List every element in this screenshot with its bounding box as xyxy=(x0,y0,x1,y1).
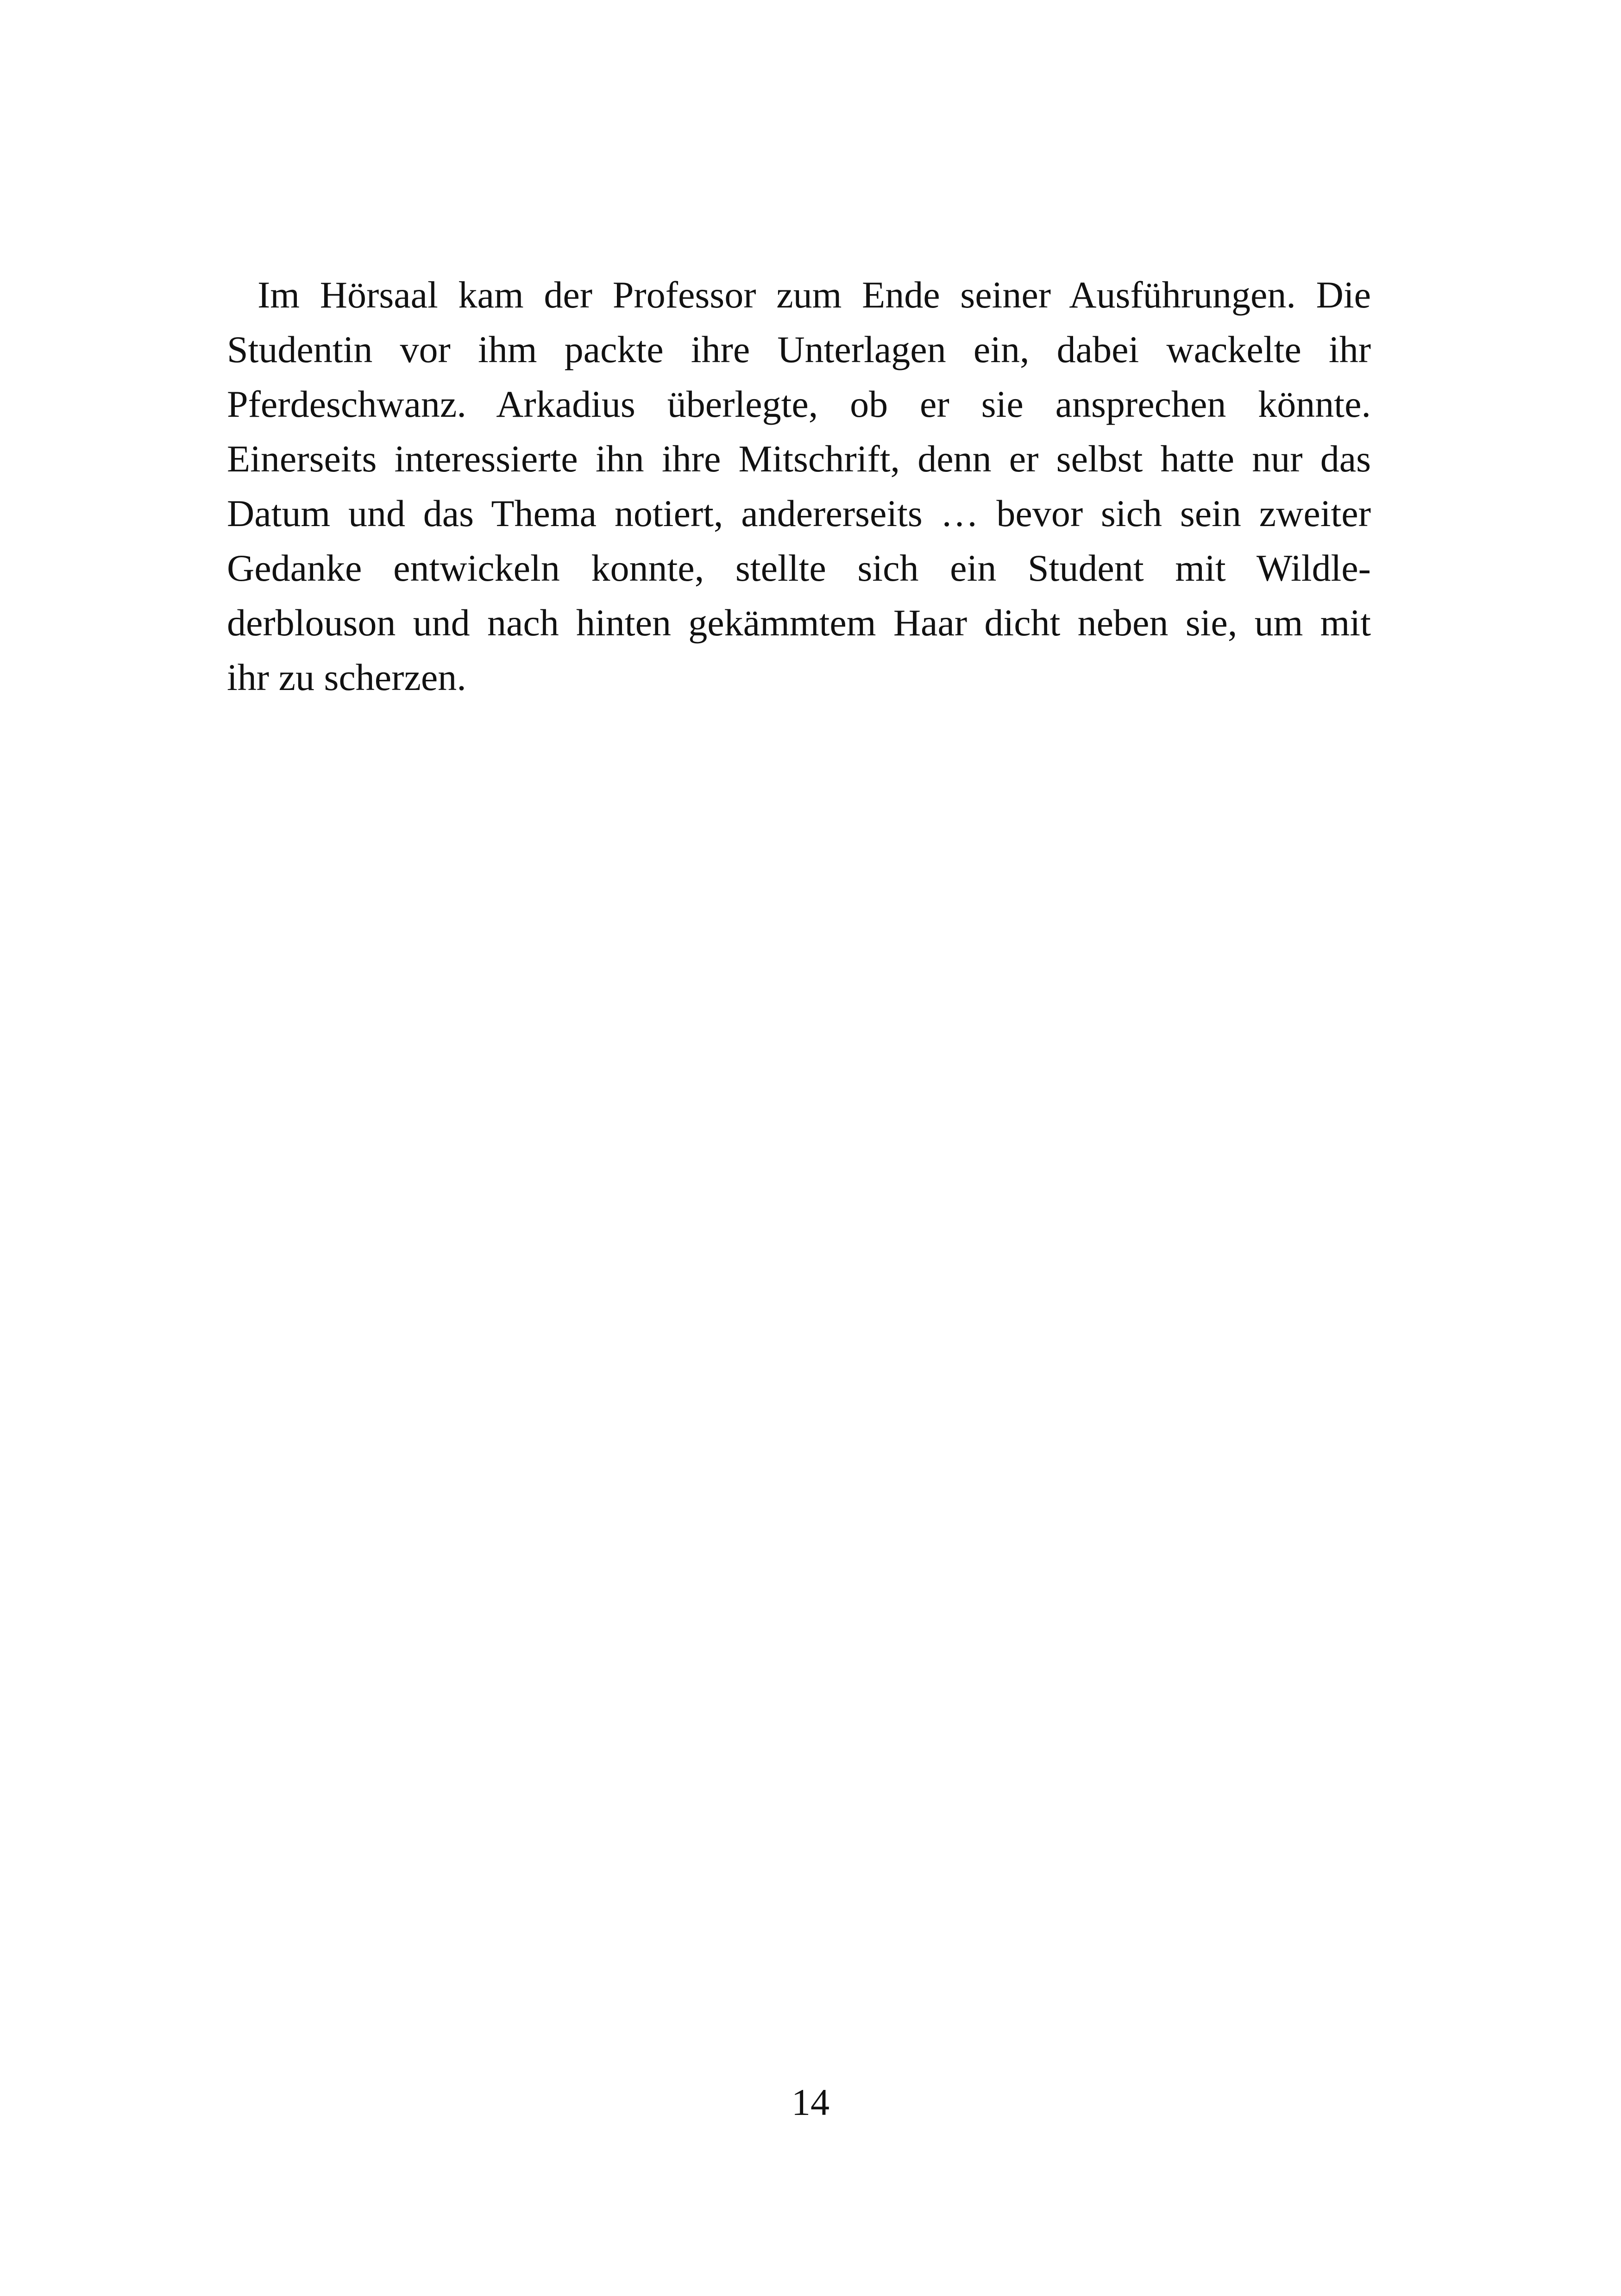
paragraph-line: Einerseits interessierte ihn ihre Mitschrift, denn er selbst hatte nur das xyxy=(227,438,1371,480)
paragraph-line: Im Hörsaal kam der Professor zum Ende seiner Ausführungen. Die xyxy=(258,274,1371,316)
paragraph-line: Pferdeschwanz. Arkadius überlegte, ob er sie ansprechen könnte. xyxy=(227,383,1371,425)
paragraph-line: Datum und das Thema notiert, andererseits … bevor sich sein zweiter xyxy=(227,492,1371,534)
paragraph-line: ihr zu scherzen. xyxy=(227,656,466,698)
body-paragraph xyxy=(227,268,1371,705)
paragraph-line: derblouson und nach hinten gekämmtem Haar dicht neben sie, um mit xyxy=(227,602,1371,644)
paragraph-line: Gedanke entwickeln konnte, stellte sich ein Student mit Wildle- xyxy=(227,547,1371,589)
paragraph-line: Studentin vor ihm packte ihre Unterlagen ein, dabei wackelte ihr xyxy=(227,328,1371,370)
page-number: 14 xyxy=(792,2081,829,2123)
